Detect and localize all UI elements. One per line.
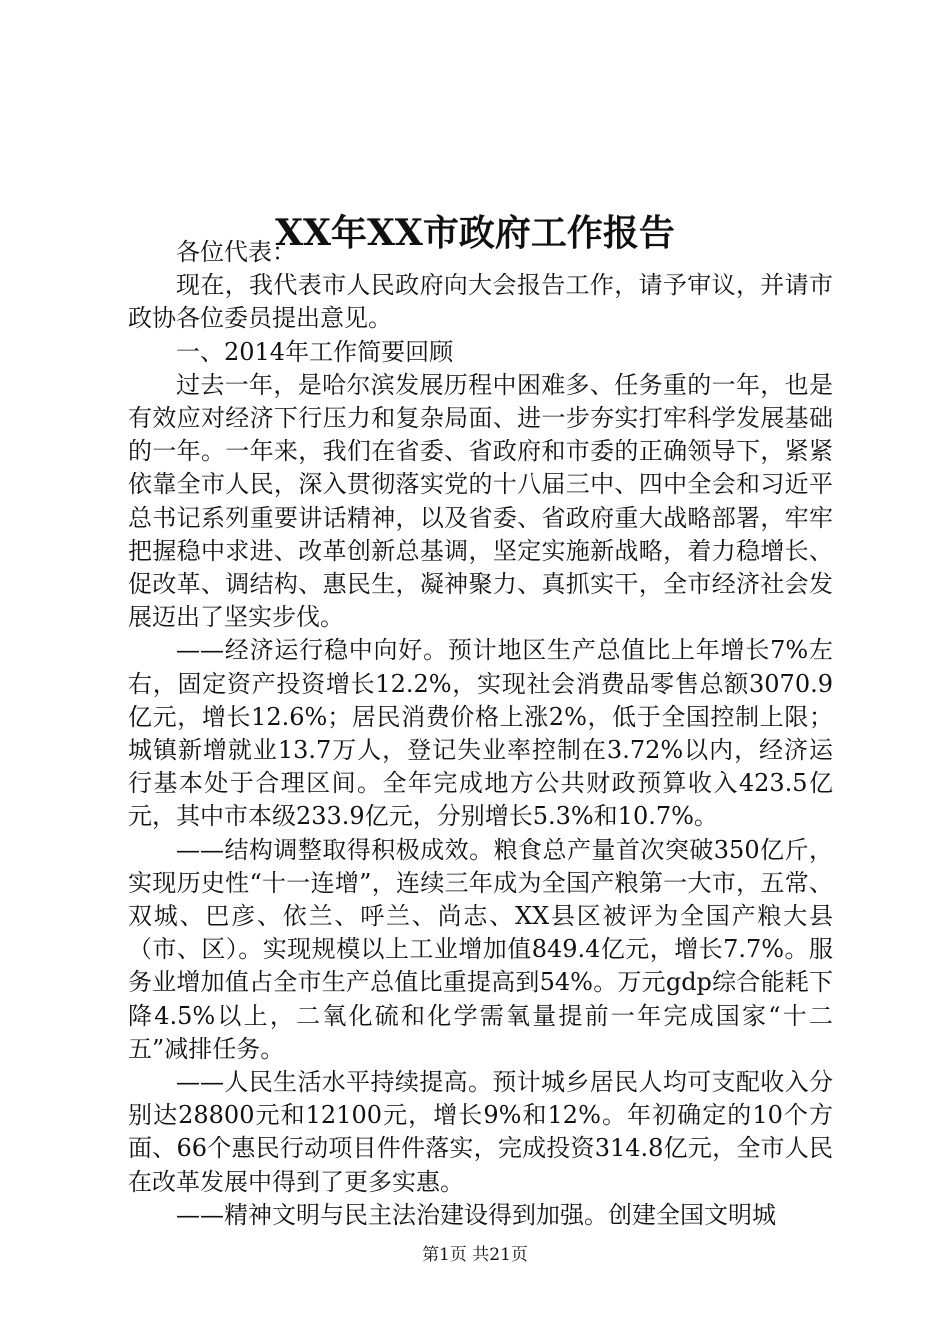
paragraph-structure: ——结构调整取得积极成效。粮食总产量首次突破350亿斤，实现历史性“十一连增”，连续三年成为全国产粮第一大市，五常、双城、巴彦、依兰、呼兰、尚志、XX县区被评为全国产粮大县（市、区）。实现规模以上工业增加值849.4亿元，增长7.7%。服务业增加值占全市生产总值比重提高到54%。万元gdp综合能耗下降4.5%以上，二氧化硫和化学需氧量提前一年完成国家“十二五”减排任务。 — [128, 835, 833, 1063]
paragraph-intro: 现在，我代表市人民政府向大会报告工作，请予审议，并请市政协各位委员提出意见。 — [128, 271, 833, 333]
paragraph-livelihood: ——人民生活水平持续提高。预计城乡居民人均可支配收入分别达28800元和12100元，增长9%和12%。年初确定的10个方面、66个惠民行动项目件件落实，完成投资314.8亿元，全市人民在改革发展中得到了更多实惠。 — [128, 1068, 833, 1196]
page-footer: 第1页 共21页 — [422, 1245, 528, 1265]
paragraph-economy: ——经济运行稳中向好。预计地区生产总值比上年增长7%左右，固定资产投资增长12.2%，实现社会消费品零售总额3070.9亿元，增长12.6%；居民消费价格上涨2%，低于全国控制上限；城镇新增就业13.7万人，登记失业率控制在3.72%以内，经济运行基本处于合理区间。全年完成地方公共财政预算收入423.5亿元，其中市本级233.9亿元，分别增长5.3%和10.7%。 — [128, 636, 833, 831]
paragraph-civilization: ——精神文明与民主法治建设得到加强。创建全国文明城 — [176, 1200, 776, 1229]
paragraph-review: 过去一年，是哈尔滨发展历程中困难多、任务重的一年，也是有效应对经济下行压力和复杂局面、进一步夯实打牢科学发展基础的一年。一年来，我们在省委、省政府和市委的正确领导下，紧紧依靠全市人民，深入贯彻落实党的十八届三中、四中全会和习近平总书记系列重要讲话精神，以及省委、省政府重大战略部署，牢牢把握稳中求进、改革创新总基调，坚定实施新战略，着力稳增长、促改革、调结构、惠民生，凝神聚力、真抓实干，全市经济社会发展迈出了坚实步伐。 — [128, 370, 833, 632]
document-body — [128, 236, 833, 1232]
salutation: 各位代表： — [176, 238, 296, 266]
section-heading: 一、2014年工作简要回顾 — [176, 337, 454, 366]
document-title: XX年XX市政府工作报告 — [275, 212, 675, 255]
